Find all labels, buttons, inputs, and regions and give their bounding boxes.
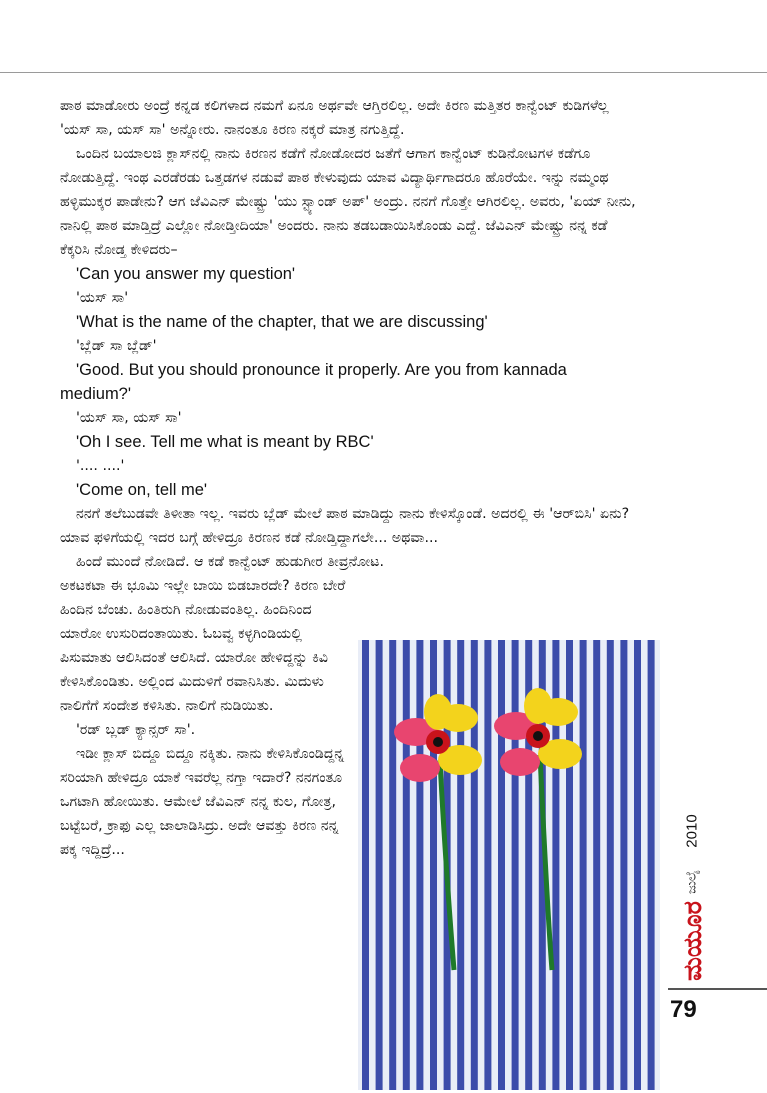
issue-year: 2010 bbox=[683, 814, 701, 848]
stripe bbox=[389, 640, 396, 1090]
petal bbox=[524, 688, 552, 724]
paragraph-rbc: ನನಗೆ ತಲೆಬುಡವೇ ತಿಳೀತಾ ಇಲ್ಲ. ಇವರು ಬ್ಲೆಡ್ ಮೇಲೆ ಪಾಠ ಮಾಡಿದ್ದು ನಾನು ಕೇಳಿಸ್ಕೊಂಡೆ. ಅದರಲ್ಲಿ ಈ 'ಆರ್‌ಬಿಸಿ' ಏನು? ಯಾವ ಫಳಿಗೆಯಲ್ಲಿ ಇದರ ಬಗ್ಗೆ ಹೇಳಿದ್ರೂ ಕಿರಣನ ಕಡೆ ನೋಡ್ತಿದ್ದಾಗಲೇ... ಅಥವಾ... bbox=[60, 506, 630, 546]
stripe bbox=[620, 640, 627, 1090]
flower-core bbox=[533, 731, 543, 741]
dialogue-line: 'Can you answer my question' bbox=[76, 265, 296, 283]
page-number: 79 bbox=[670, 996, 697, 1023]
dialogue-line: 'Oh I see. Tell me what is meant by RBC' bbox=[76, 433, 374, 451]
stripe bbox=[403, 640, 410, 1090]
petal bbox=[500, 748, 540, 776]
footer-rule bbox=[668, 988, 767, 990]
issue-month: ಜುಲೈ bbox=[684, 870, 700, 894]
petal bbox=[424, 694, 452, 730]
paragraph-look-around: ಹಿಂದೆ ಮುಂದೆ ನೋಡಿದೆ. ಆ ಕಡೆ ಕಾನ್ವೆಂಟ್ ಹುಡುಗೀರ ತೀವ್ರನೋಟ. bbox=[76, 554, 384, 570]
dialogue-line: 'ಯಸ್ ಸಾ, ಯಸ್ ಸಾ' bbox=[76, 410, 182, 426]
dialogue-line: '.... ....' bbox=[76, 458, 125, 474]
flower-illustration bbox=[358, 640, 660, 1090]
paragraph-narrow-3: ಇಡೀ ಕ್ಲಾಸ್ ಬಿದ್ದೂ ಬಿದ್ದೂ ನಕ್ಕಿತು. ನಾನು ಕೇಳಿಸಿಕೊಂಡಿದ್ದನ್ನ ಸರಿಯಾಗಿ ಹೇಳಿದ್ರೂ ಯಾಕೆ ಇವರೆಲ್ಲ ನಗ್ತಾ ಇದಾರೆ? ನನಗಂತೂ ಒಗಟಾಗಿ ಹೋಯಿತು. ಆಮೇಲೆ ಜೆವಿಎನ್ ನನ್ನ ಕುಲ, ಗೋತ್ರ, ಬಟ್ಟೆಬರೆ, ಕ್ರಾಫು ಎಲ್ಲ ಜಾಲಾಡಿಸಿದ್ರು. ಅದೇ ಆವತ್ತು ಕಿರಣ ನನ್ನ ಪಕ್ಕ ಇದ್ದಿದ್ರೆ... bbox=[60, 746, 345, 858]
magazine-logo: ಮಯೂರ bbox=[678, 901, 707, 981]
top-rule bbox=[0, 72, 767, 73]
stripe bbox=[484, 640, 491, 1090]
dialogue-line: 'ಯಸ್ ಸಾ' bbox=[76, 290, 129, 306]
paragraph-2: ಒಂದಿನ ಬಯಾಲಜಿ ಕ್ಲಾಸ್‌ನಲ್ಲಿ ನಾನು ಕಿರಣನ ಕಡೆಗೆ ನೋಡೋದರ ಜತೆಗೆ ಆಗಾಗ ಕಾನ್ವೆಂಟ್ ಕುಡಿನೋಟಗಳ ಕಡೆಗೂ ನೋಡುತ್ತಿದ್ದೆ. ಇಂಥ ಎರಡೆರಡು ಒತ್ತಡಗಳ ನಡುವೆ ಪಾಠ ಕೇಳುವುದು ಯಾವ ವಿದ್ಯಾರ್ಥಿಗಾದರೂ ಹೊರೆಯೇ. ಇನ್ನು ನಮ್ಮಂಥ ಹಳ್ಳಿಮುಕ್ಕರ ಪಾಡೇನು? ಆಗ ಜೆವಿಎನ್ ಮೇಷ್ಟ್ರು 'ಯು ಸ್ಟ್ಯಾಂಡ್ ಅಪ್' ಅಂದ್ರು. ನನಗೆ ಗೊತ್ತೇ ಆಗಿರಲಿಲ್ಲ. ಅವರು, 'ಏಯ್ ನೀನು, ನಾನಿಲ್ಲಿ ಪಾಠ ಮಾಡ್ತಿದ್ರೆ ಎಲ್ಲೋ ನೋಡ್ತೀದಿಯಾ' ಅಂದರು. ನಾನು ತಡಬಡಾಯಿಸಿಕೊಂಡು ಎದ್ದೆ. ಜೆವಿಎನ್ ಮೇಷ್ಟ್ರು ನನ್ನ ಕಡೆ ಕೆಕ್ಕರಿಸಿ ನೋಡ್ತ ಕೇಳಿದರು– bbox=[60, 146, 636, 258]
stripe bbox=[512, 640, 519, 1090]
dialogue-line: 'What is the name of the chapter, that we are discussing' bbox=[76, 313, 488, 331]
stripe bbox=[416, 640, 423, 1090]
stripe bbox=[634, 640, 641, 1090]
stripe bbox=[580, 640, 587, 1090]
stripe bbox=[362, 640, 369, 1090]
stripe bbox=[498, 640, 505, 1090]
stripe bbox=[607, 640, 614, 1090]
paragraph-narrow-1: ಅಕಟಕಟಾ ಈ ಭೂಮಿ ಇಲ್ಲೇ ಬಾಯಿ ಬಿಡಬಾರದೇ? ಕಿರಣ ಬೇರೆ ಹಿಂದಿನ ಬೆಂಚು. ಹಿಂತಿರುಗಿ ನೋಡುವಂತಿಲ್ಲ. ಹಿಂದಿನಿಂದ ಯಾರೋ ಉಸುರಿದಂತಾಯಿತು. ಓಬವ್ವ ಕಳ್ಳಗಿಂಡಿಯಲ್ಲಿ ಪಿಸುಮಾತು ಆಲಿಸಿದಂತೆ ಆಲಿಸಿದೆ. ಯಾರೋ ಹೇಳಿದ್ದನ್ನು ಕಿವಿ ಕೇಳಿಸಿಕೊಂಡಿತು. ಅಲ್ಲಿಂದ ಮಿದುಳಿಗೆ ರವಾನಿಸಿತು. ಮಿದುಳು ನಾಲಿಗೆಗೆ ಸಂದೇಶ ಕಳಿಸಿತು. ನಾಲಿಗೆ ನುಡಿಯಿತು. bbox=[60, 578, 346, 714]
stripe bbox=[593, 640, 600, 1090]
dialogue-line: 'Good. But you should pronounce it properly. Are you from kannada medium?' bbox=[60, 361, 567, 403]
dialogue-line: 'ಬ್ಲೆಡ್ ಸಾ ಬ್ಲೆಡ್' bbox=[76, 338, 157, 354]
stripe bbox=[376, 640, 383, 1090]
stripe bbox=[471, 640, 478, 1090]
stripe bbox=[648, 640, 655, 1090]
paragraph-1: ಪಾಠ ಮಾಡೋರು ಅಂದ್ರೆ ಕನ್ನಡ ಕಲಿಗಳಾದ ನಮಗೆ ಏನೂ ಅರ್ಥವೇ ಆಗ್ತಿರಲಿಲ್ಲ. ಅದೇ ಕಿರಣ ಮತ್ತಿತರ ಕಾನ್ವೆಂಟ್ ಕುಡಿಗಳೆಲ್ಲ 'ಯಸ್ ಸಾ, ಯಸ್ ಸಾ' ಅನ್ನೋರು. ನಾನಂತೂ ಕಿರಣ ನಕ್ಕರೆ ಮಾತ್ರ ನಗುತ್ತಿದ್ದೆ. bbox=[60, 98, 609, 138]
paragraph-narrow-2: 'ರಡ್ ಬ್ಲಡ್ ಕ್ಯಾನ್ಸರ್ ಸಾ'. bbox=[76, 722, 196, 738]
dialogue-line: 'Come on, tell me' bbox=[76, 481, 208, 499]
flower-core bbox=[433, 737, 443, 747]
petal bbox=[400, 754, 440, 782]
